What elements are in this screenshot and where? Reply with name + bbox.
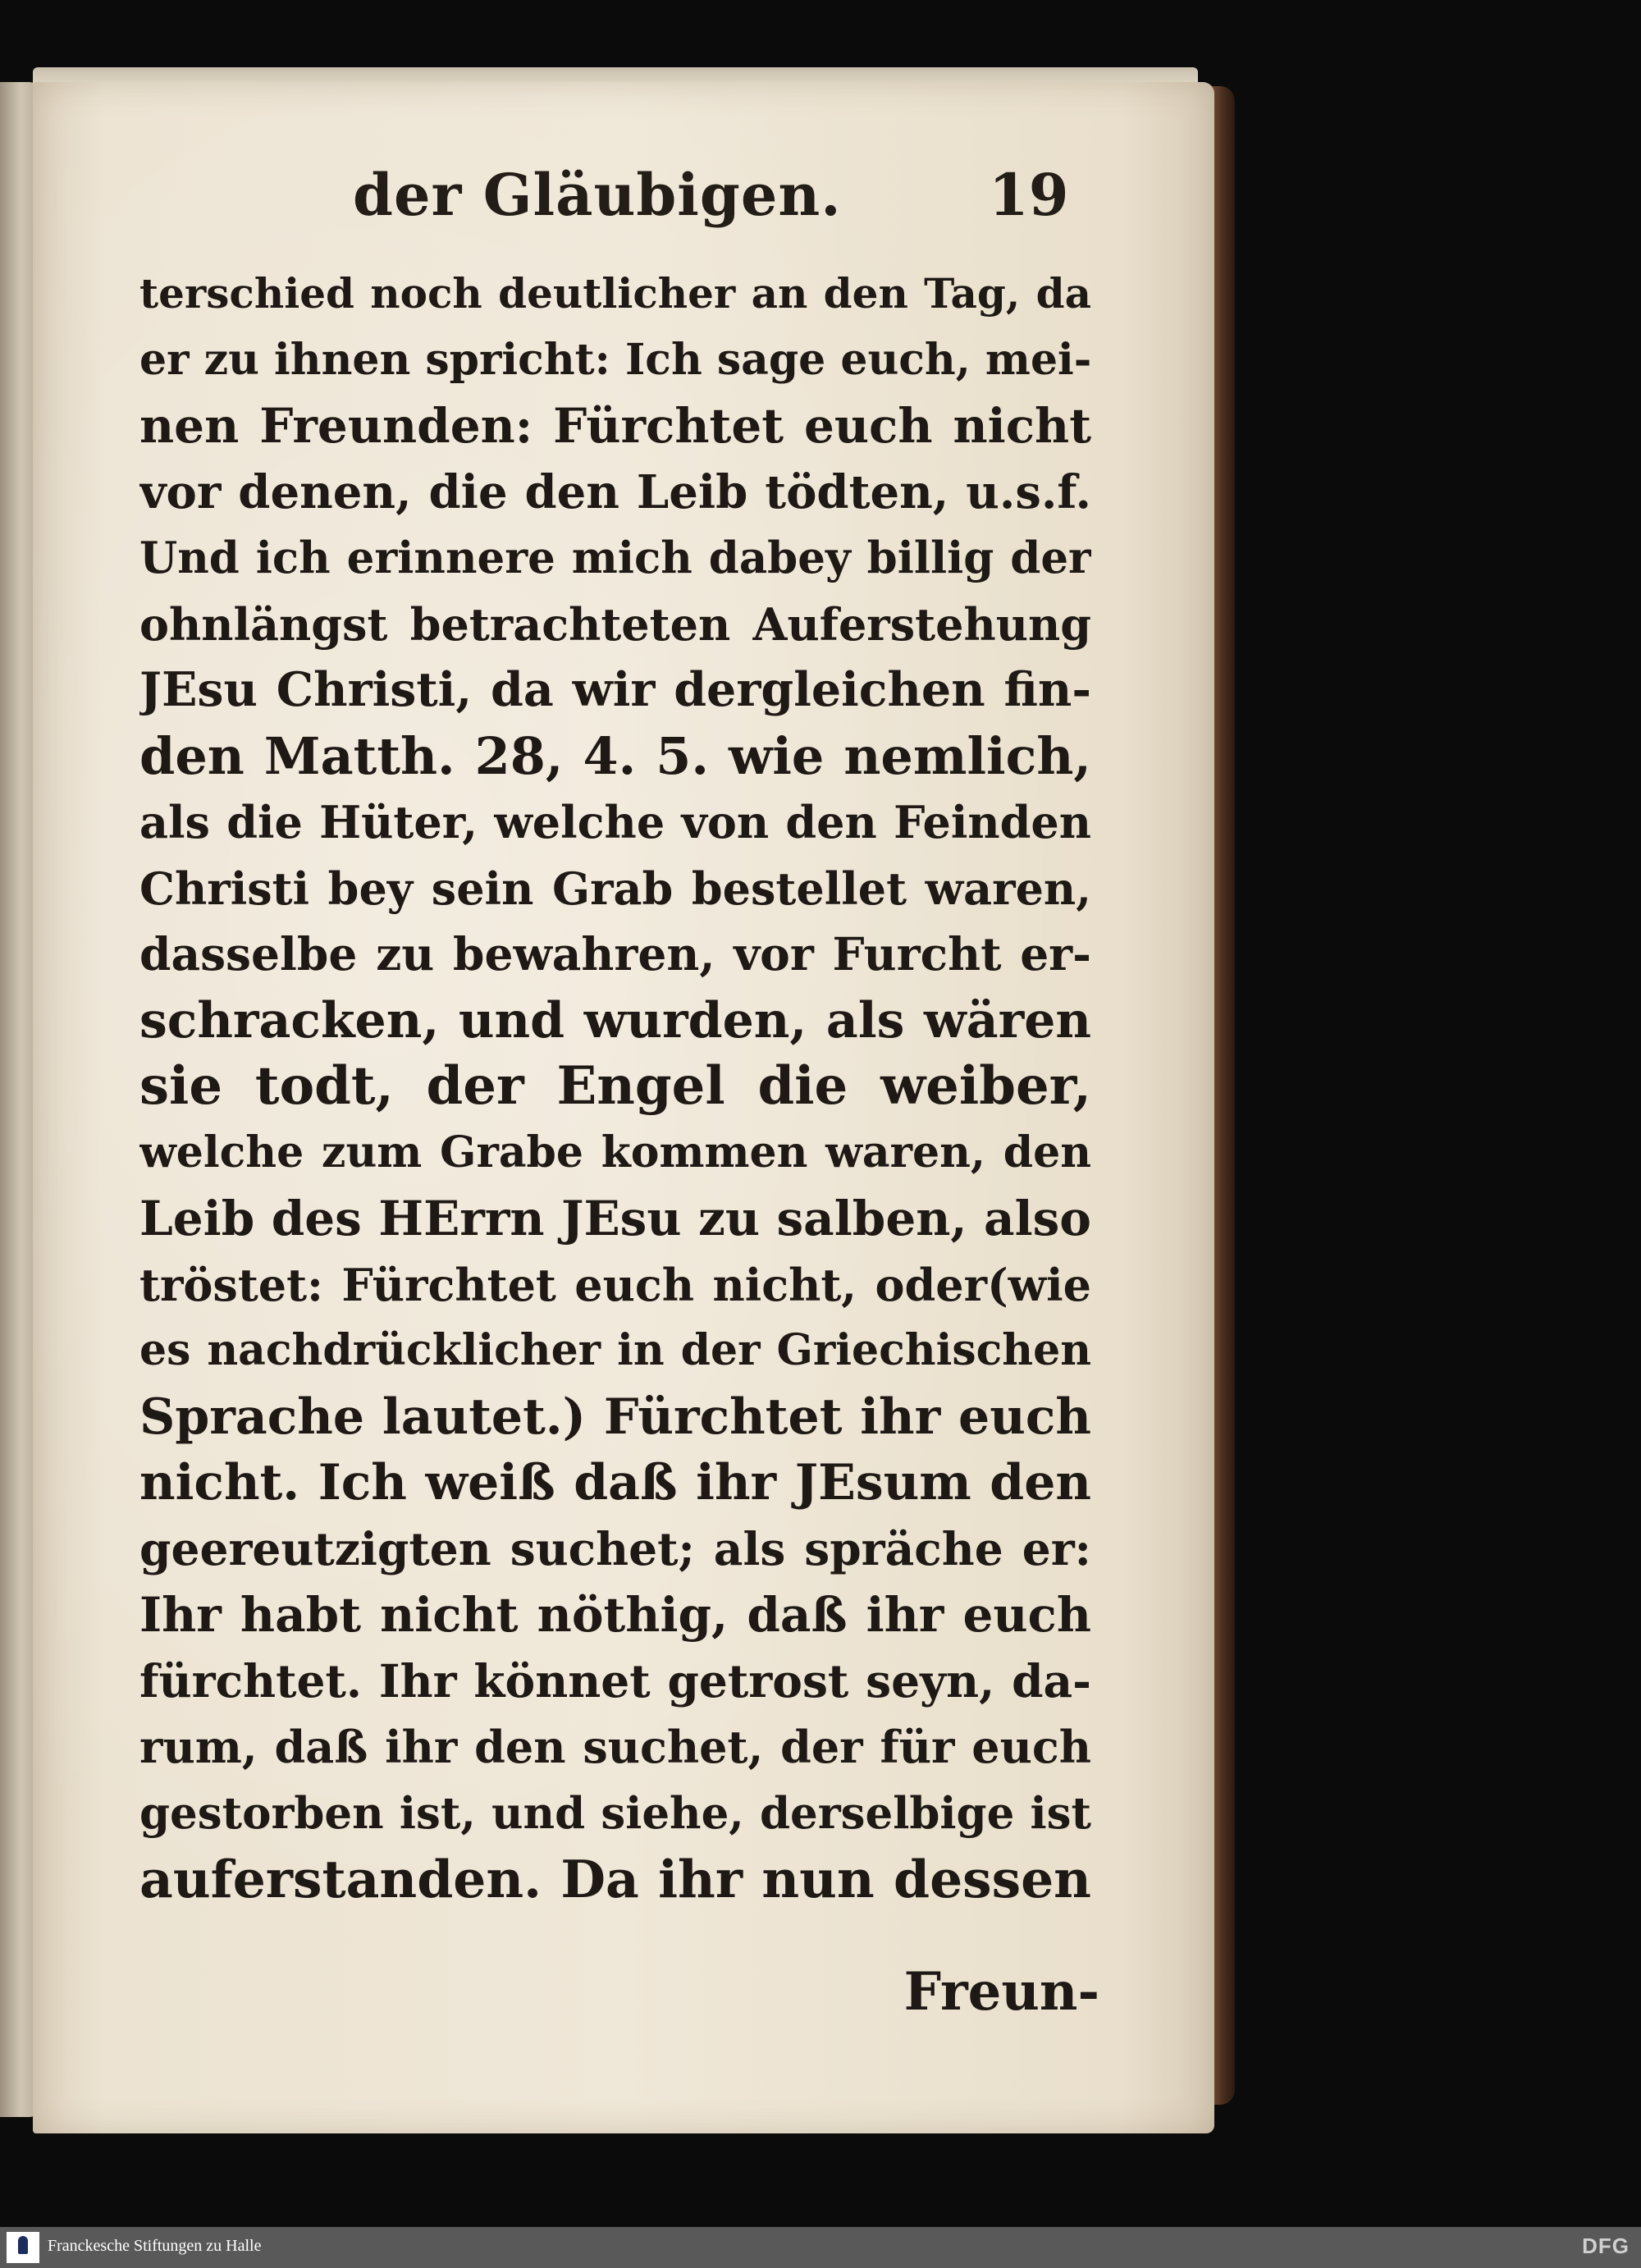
text-line: Sprache lautet.) Fürchtet ihr euch (139, 1388, 1091, 1446)
page-number: 19 (989, 161, 1069, 229)
text-line: er zu ihnen spricht: Ich sage euch, mei- (139, 334, 1091, 385)
text-line: welche zum Grabe kommen waren, den (139, 1127, 1091, 1177)
text-line: fürchtet. Ihr könnet getrost seyn, da- (139, 1653, 1091, 1708)
text-line: es nachdrücklicher in der Griechischen (139, 1325, 1091, 1375)
text-line: schracken, und wurden, als wären (139, 991, 1091, 1049)
text-line: nen Freunden: Fürchtet euch nicht (139, 398, 1091, 454)
text-line: dasselbe zu bewahren, vor Furcht er- (139, 927, 1091, 981)
text-line: Leib des HErrn JEsu zu salben, also (139, 1191, 1091, 1246)
text-line: vor denen, die den Leib tödten, u.s.f. (139, 464, 1091, 519)
text-line: JEsu Christi, da wir dergleichen fin- (139, 662, 1091, 717)
text-line: gestorben ist, und siehe, derselbige ist (139, 1787, 1091, 1839)
text-line: Und ich erinnere mich dabey billig der (139, 533, 1091, 583)
text-line: tröstet: Fürchtet euch nicht, oder(wie (139, 1258, 1091, 1311)
text-line: nicht. Ich weiß daß ihr JEsum den (139, 1454, 1091, 1511)
running-head: der Gläubigen. (353, 161, 842, 229)
dfg-logo: DFG (1582, 2234, 1630, 2258)
text-line: Ihr habt nicht nöthig, daß ihr euch (139, 1587, 1091, 1643)
text-line: geereutzigten suchet; als spräche er: (139, 1521, 1091, 1575)
book-page (33, 82, 1214, 2133)
text-line: terschied noch deutlicher an den Tag, da (139, 269, 1091, 318)
text-line: rum, daß ihr den suchet, der für euch (139, 1721, 1091, 1773)
text-line: auferstanden. Da ihr nun dessen (139, 1849, 1091, 1909)
institution-logo-icon (7, 2232, 39, 2263)
body-text (139, 261, 1091, 1913)
text-line: den Matth. 28, 4. 5. wie nemlich, (139, 725, 1091, 786)
building-icon (18, 2236, 28, 2254)
institution-name: Franckesche Stiftungen zu Halle (48, 2237, 262, 2255)
text-line: sie todt, der Engel die weiber, (139, 1055, 1091, 1117)
catchword: Freun- (903, 1961, 1099, 2023)
text-line: ohnlängst betrachteten Auferstehung (139, 597, 1091, 651)
text-line: Christi bey sein Grab bestellet waren, (139, 862, 1091, 915)
viewer-footer (0, 2227, 1641, 2268)
text-line: als die Hüter, welche von den Feinden (139, 796, 1091, 848)
